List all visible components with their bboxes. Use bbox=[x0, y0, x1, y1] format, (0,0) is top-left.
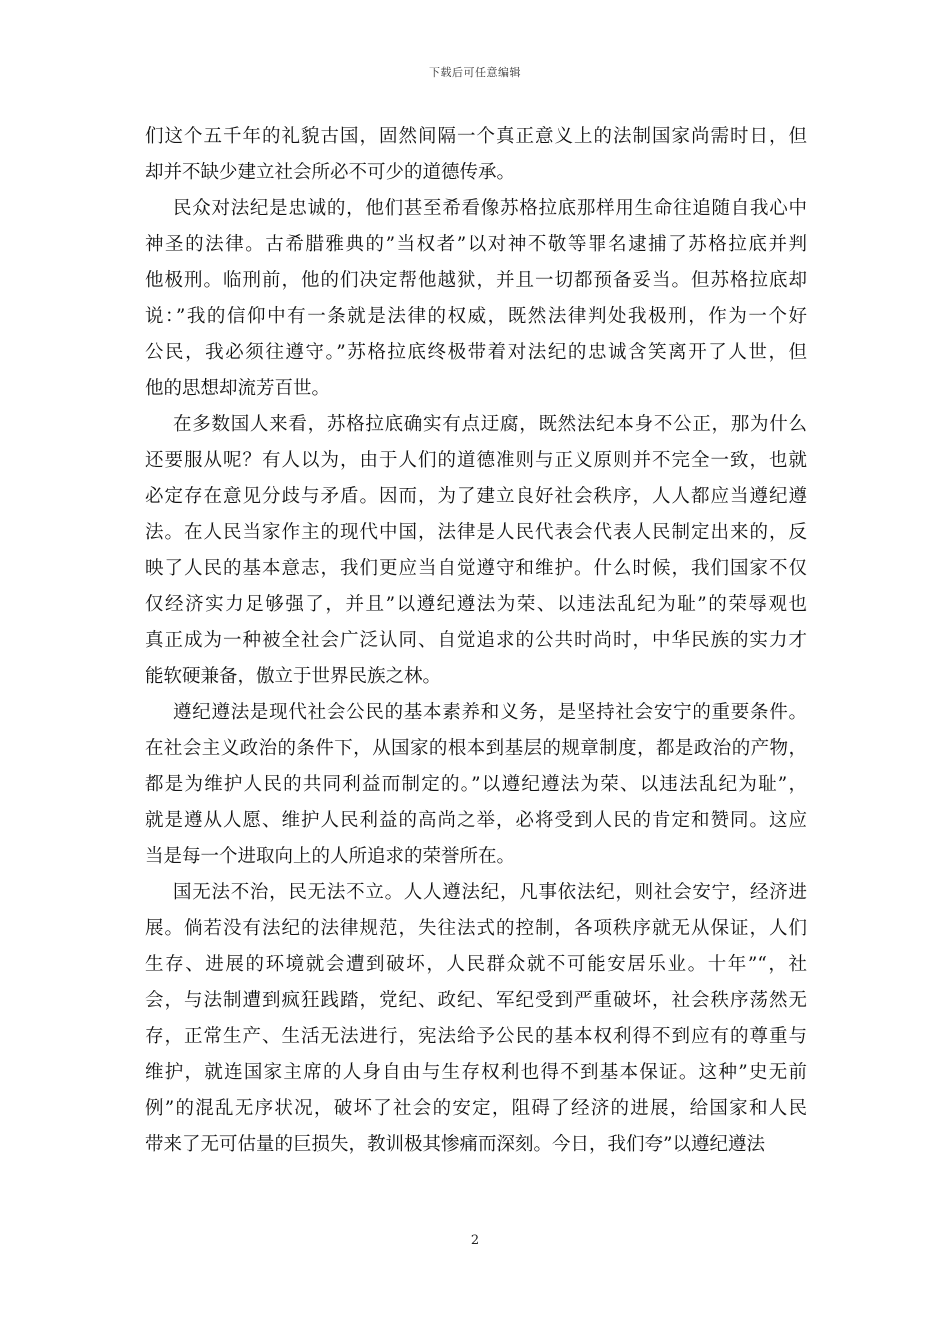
page-number: 2 bbox=[470, 1233, 480, 1248]
paragraph-line: 说：”我的信仰中有一条就是法律的权威，既然法律判处我极刑，作为一个好 bbox=[145, 306, 807, 327]
paragraph-line: 展。倘若没有法纪的法律规范，失往法式的控制，各项秩序就无从保证，人们 bbox=[145, 918, 807, 939]
paragraph-line: 法。在人民当家作主的现代中国，法律是人民代表会代表人民制定出来的，反 bbox=[145, 522, 807, 543]
paragraph-line: 当是每一个进取向上的人所追求的荣誉所在。 bbox=[145, 846, 516, 867]
paragraph-line: 会，与法制遭到疯狂践踏，党纪、政纪、军纪受到严重破坏，社会秩序荡然无 bbox=[145, 990, 807, 1011]
paragraph-line: 能软硬兼备，傲立于世界民族之林。 bbox=[145, 666, 442, 687]
paragraph bbox=[145, 119, 807, 191]
paragraph-line: 生存、进展的环境就会遭到破坏，人民群众就不可能安居乐业。十年”“，社 bbox=[145, 954, 807, 975]
paragraph-line: 必定存在意见分歧与矛盾。因而，为了建立良好社会秩序，人人都应当遵纪遵 bbox=[145, 486, 807, 507]
paragraph-line: 却并不缺少建立社会所必不可少的道德传承。 bbox=[145, 162, 516, 183]
paragraph-line: 国无法不治，民无法不立。人人遵法纪，凡事依法纪，则社会安宁，经济进 bbox=[173, 882, 807, 903]
paragraph-line: 遵纪遵法是现代社会公民的基本素养和义务，是坚持社会安宁的重要条件。 bbox=[173, 702, 807, 723]
paragraph-line: 公民，我必须往遵守。”苏格拉底终极带着对法纪的忠诚含笑离开了人世，但 bbox=[145, 342, 807, 363]
paragraph-line: 存，正常生产、生活无法进行，宪法给予公民的基本权利得不到应有的尊重与 bbox=[145, 1026, 807, 1047]
paragraph-line: 映了人民的基本意志，我们更应当自觉遵守和维护。什么时候，我们国家不仅 bbox=[145, 558, 807, 579]
document-body bbox=[145, 119, 807, 1163]
paragraph-line: 们这个五千年的礼貌古国，固然间隔一个真正意义上的法制国家尚需时日，但 bbox=[145, 126, 807, 147]
paragraph bbox=[145, 191, 807, 407]
paragraph-line: 民众对法纪是忠诚的，他们甚至希看像苏格拉底那样用生命往追随自我心中 bbox=[173, 198, 807, 219]
paragraph-line: 神圣的法律。古希腊雅典的”当权者”以对神不敬等罪名逮捕了苏格拉底并判 bbox=[145, 234, 807, 255]
paragraph-line: 他的思想却流芳百世。 bbox=[145, 378, 331, 399]
paragraph-line: 就是遵从人愿、维护人民利益的高尚之举，必将受到人民的肯定和赞同。这应 bbox=[145, 810, 807, 831]
paragraph-line: 他极刑。临刑前，他的们决定帮他越狱，并且一切都预备妥当。但苏格拉底却 bbox=[145, 270, 807, 291]
paragraph-line: 还要服从呢？有人以为，由于人们的道德准则与正义原则并不完全一致，也就 bbox=[145, 450, 807, 471]
paragraph bbox=[145, 875, 807, 1163]
paragraph-line: 真正成为一种被全社会广泛认同、自觉追求的公共时尚时，中华民族的实力才 bbox=[145, 630, 807, 651]
paragraph-line: 维护，就连国家主席的人身自由与生存权利也得不到基本保证。这种”史无前 bbox=[145, 1062, 807, 1083]
paragraph-line: 都是为维护人民的共同利益而制定的。”以遵纪遵法为荣、以违法乱纪为耻”， bbox=[145, 774, 807, 795]
page-header: 下载后可任意编辑 bbox=[429, 66, 521, 79]
paragraph-line: 仅经济实力足够强了，并且”以遵纪遵法为荣、以违法乱纪为耻”的荣辱观也 bbox=[145, 594, 807, 615]
paragraph-line: 在社会主义政治的条件下，从国家的根本到基层的规章制度，都是政治的产物， bbox=[145, 738, 807, 759]
paragraph-line: 例”的混乱无序状况，破坏了社会的安定，阻碍了经济的进展，给国家和人民 bbox=[145, 1098, 807, 1119]
paragraph-line: 带来了无可估量的巨损失，教训极其惨痛而深刻。今日，我们夸”以遵纪遵法 bbox=[145, 1134, 765, 1155]
paragraph bbox=[145, 695, 807, 875]
paragraph-line: 在多数国人来看，苏格拉底确实有点迂腐，既然法纪本身不公正，那为什么 bbox=[173, 414, 807, 435]
paragraph bbox=[145, 407, 807, 695]
